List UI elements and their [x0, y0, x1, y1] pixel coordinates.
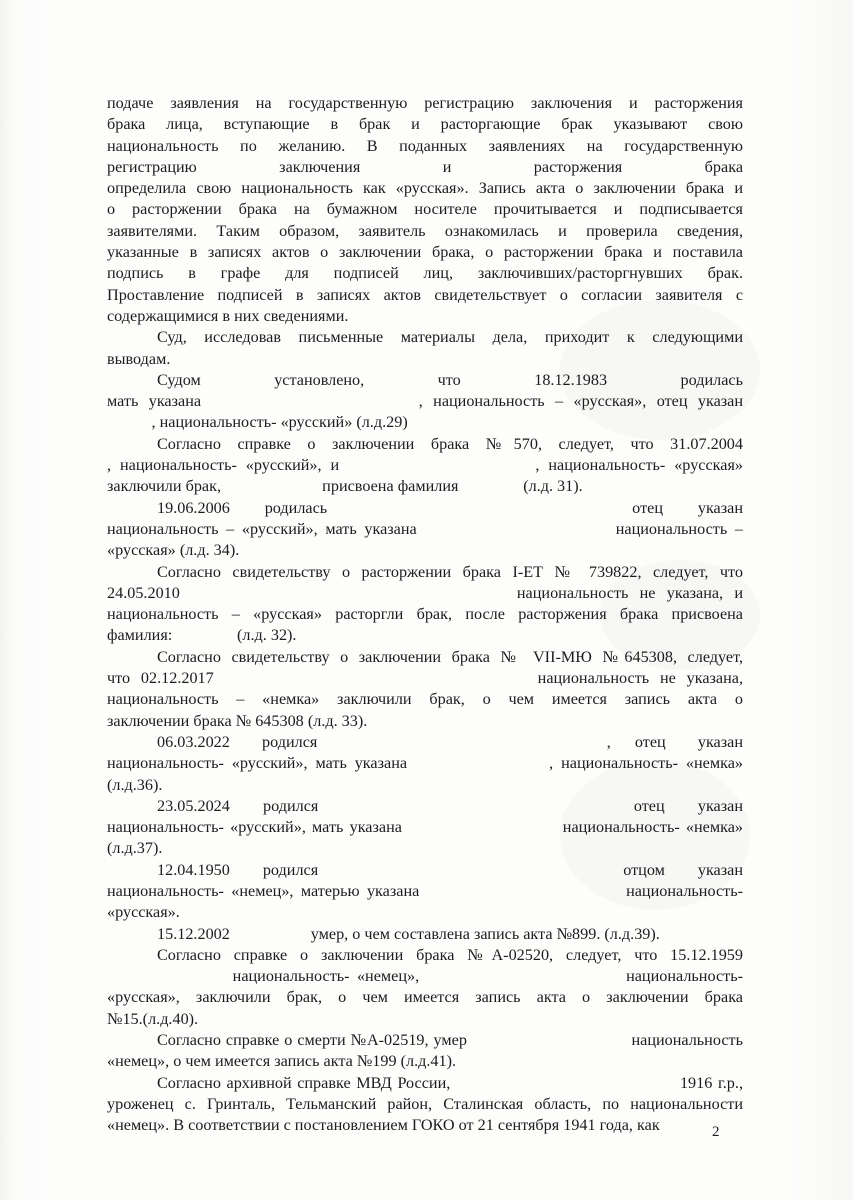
text-line: 23.05.2024 родился отец указан [157, 796, 743, 815]
text-line: национальность- «немец», национальность- [107, 967, 743, 986]
text-line: «немец». В соответствии с постановлением ГОКО от 21 сентября 1941 года, как [107, 1116, 660, 1135]
text-line: Проставление подписей в записях актов свидетельствует о согласии заявителя с [107, 285, 743, 304]
text-line: 06.03.2022 родился , отец указан [157, 732, 743, 751]
text-line: , национальность- «русский» (л.д.29) [107, 413, 408, 432]
paragraph [107, 434, 743, 498]
document-body [107, 93, 743, 1137]
text-line: Согласно справке о заключении брака №А-02520, следует, что 15.12.1959 [157, 945, 743, 964]
text-line: национальность- «немец», матерью указана национальность- [107, 881, 743, 900]
text-line: Согласно справке о заключении брака №570, следует, что 31.07.2004 [157, 434, 743, 453]
text-line: Согласно свидетельству о заключении брака № VII-МЮ №645308, следует, [157, 647, 743, 666]
text-line: национальность по желанию. В поданных заявлениях на государственную [107, 136, 743, 155]
text-line: регистрацию заключения и расторжения брака [107, 157, 743, 176]
text-line: , национальность- «русский», и , национальность- «русская» [107, 456, 743, 475]
text-line: национальность- «русский», мать указана национальность- «немка» [107, 818, 743, 837]
paragraph [107, 796, 743, 860]
text-line: национальность – «русский», мать указана национальность – [107, 519, 743, 538]
text-line: «русская». [107, 903, 180, 922]
text-line: заключении брака № 645308 (л.д. 33). [107, 711, 368, 730]
text-line: Судом установлено, что 18.12.1983 родилась [157, 370, 743, 389]
text-line: 12.04.1950 родился отцом указан [157, 860, 743, 879]
text-line: «русская», заключили брак, о чем имеется запись акта о заключении брака [107, 988, 743, 1007]
paragraph [107, 945, 743, 1030]
paragraph [107, 1030, 743, 1073]
paragraph [107, 924, 743, 945]
text-line: национальность- «русский», мать указана , национальность- «немка» [107, 754, 743, 773]
text-line: (л.д.36). [107, 775, 163, 794]
text-line: подаче заявления на государственную регистрацию заключения и расторжения [107, 94, 743, 112]
paragraph [107, 327, 743, 370]
text-line: что 02.12.2017 национальность не указана, [107, 669, 743, 688]
text-line: 15.12.2002 умер, о чем составлена запись акта №899. (л.д.39). [157, 924, 660, 943]
text-line: национальность – «немка» заключили брак, о чем имеется запись акта о [107, 690, 743, 709]
text-line: содержащимися в них сведениями. [107, 306, 349, 325]
page-number: 2 [712, 1124, 720, 1140]
text-line: №15.(л.д.40). [107, 1009, 199, 1028]
text-line: мать указана , национальность – «русская», отец указан [107, 392, 743, 411]
text-line: Согласно свидетельству о расторжении брака I-ЕТ № 739822, следует, что [157, 562, 743, 581]
text-line: Согласно архивной справке МВД России, 1916 г.р., [157, 1073, 743, 1092]
paragraph [107, 562, 743, 647]
text-line: Суд, исследовав письменные материалы дела, приходит к следующими [157, 328, 743, 347]
paragraph [107, 647, 743, 732]
text-line: определила свою национальность как «русская». Запись акта о заключении брака и [107, 179, 743, 198]
text-line: заключили брак, присвоена фамилия (л.д. 31). [107, 477, 583, 496]
text-line: «немец», о чем имеется запись акта №199 (л.д.41). [107, 1052, 457, 1071]
text-line: «русская» (л.д. 34). [107, 541, 240, 560]
text-line: выводам. [107, 349, 171, 368]
text-line: указанные в записях актов о заключении брака, о расторжении брака и поставила [107, 243, 743, 262]
text-line: брака лица, вступающие в брак и расторгающие брак указывают свою [107, 115, 743, 134]
text-line: о расторжении брака на бумажном носителе прочитывается и подписывается [107, 200, 743, 219]
text-line: (л.д.37). [107, 839, 163, 858]
paragraph [107, 860, 743, 924]
paragraph [107, 732, 743, 796]
paragraph [107, 370, 743, 434]
paragraph [107, 93, 743, 327]
text-line: 24.05.2010 национальность не указана, и [107, 583, 743, 602]
text-line: заявителями. Таким образом, заявитель ознакомилась и проверила сведения, [107, 221, 743, 240]
paragraph [107, 498, 743, 562]
text-line: фамилия: (л.д. 32). [107, 626, 297, 645]
text-line: национальность – «русская» расторгли брак, после расторжения брака присвоена [107, 605, 743, 624]
text-line: подпись в графе для подписей лиц, заключивших/расторгнувших брак. [107, 264, 743, 283]
text-line: уроженец с. Гринталь, Тельманский район, Сталинская область, по национальности [107, 1094, 743, 1113]
text-line: Согласно справке о смерти №А-02519, умер национальность [157, 1031, 743, 1050]
paragraph [107, 1073, 743, 1137]
text-line: 19.06.2006 родилась отец указан [157, 498, 743, 517]
